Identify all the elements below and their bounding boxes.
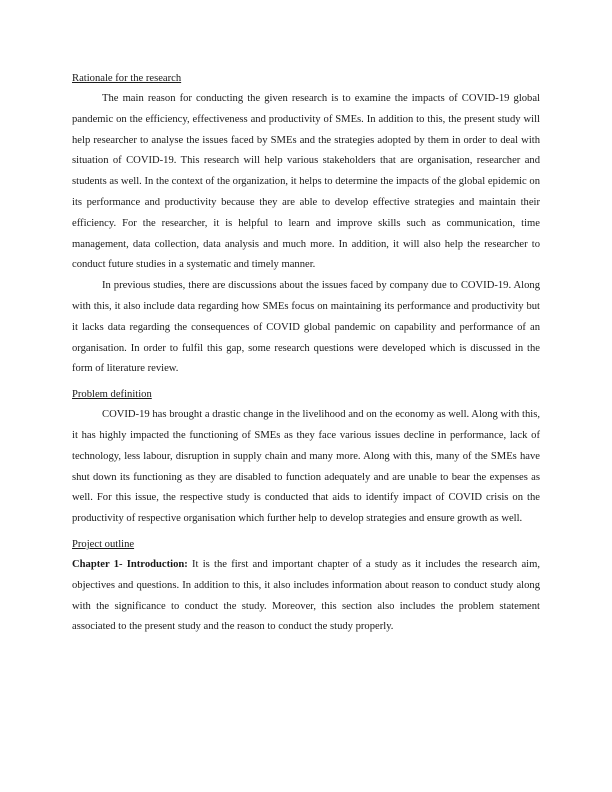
document-page — [72, 70, 540, 638]
chapter-1-text: It is the first and important chapter of a study as it includes the research aim, objectives and questions. In addition to this, it also includes information about reason to conduct study along with the significance to conduct the study. Moreover, this section also includes the problem statement associated to the present study and the reason to conduct the study properly. — [72, 558, 540, 633]
project-outline-heading: Project outline — [72, 538, 135, 550]
chapter-1-paragraph — [72, 555, 540, 638]
rationale-paragraph-1: The main reason for conducting the given research is to examine the impacts of COVID-19 global pandemic on the efficiency, effectiveness and productivity of SMEs. In addition to this, the present study will help researcher to analyse the issues faced by SMEs and the strategies adopted by them in order to deal with situation of COVID-19. This research will help various stakeholders that are organisation, researcher and students as well. In the context of the organization, it helps to determine the impacts of the global epidemic on its performance and productivity because they are able to develop effective strategies and maintain their efficiency. For the researcher, it is helpful to learn and improve skills such as communication, time management, data collection, data analysis and much more. In addition, it will also help the researcher to conduct future studies in a systematic and timely manner. — [72, 93, 540, 271]
rationale-paragraph-2: In previous studies, there are discussions about the issues faced by company due to COVID-19. Along with this, it also include data regarding how SMEs focus on maintaining its performance and productivity but it lacks data regarding the consequences of COVID global pandemic on capability and performance of an organisation. In order to fulfil this gap, some research questions were developed which is discussed in the form of literature review. — [72, 280, 540, 375]
problem-definition-paragraph: COVID-19 has brought a drastic change in the livelihood and on the economy as well. Along with this, it has highly impacted the functioning of SMEs as they face various issues decline in performance, lack of technology, less labour, disruption in supply chain and many more. Along with this, many of the SMEs have shut down its functioning as they are disabled to function adequately and are unable to bear the expenses as well. For this issue, the respective study is conducted that aids to identify impact of COVID crisis on the productivity of respective organisation which further help to develop strategies and ensure growth as well. — [72, 409, 540, 525]
rationale-heading: Rationale for the research — [72, 73, 182, 84]
chapter-1-title: Chapter 1- Introduction: — [72, 558, 188, 570]
problem-definition-heading: Problem definition — [72, 389, 152, 401]
